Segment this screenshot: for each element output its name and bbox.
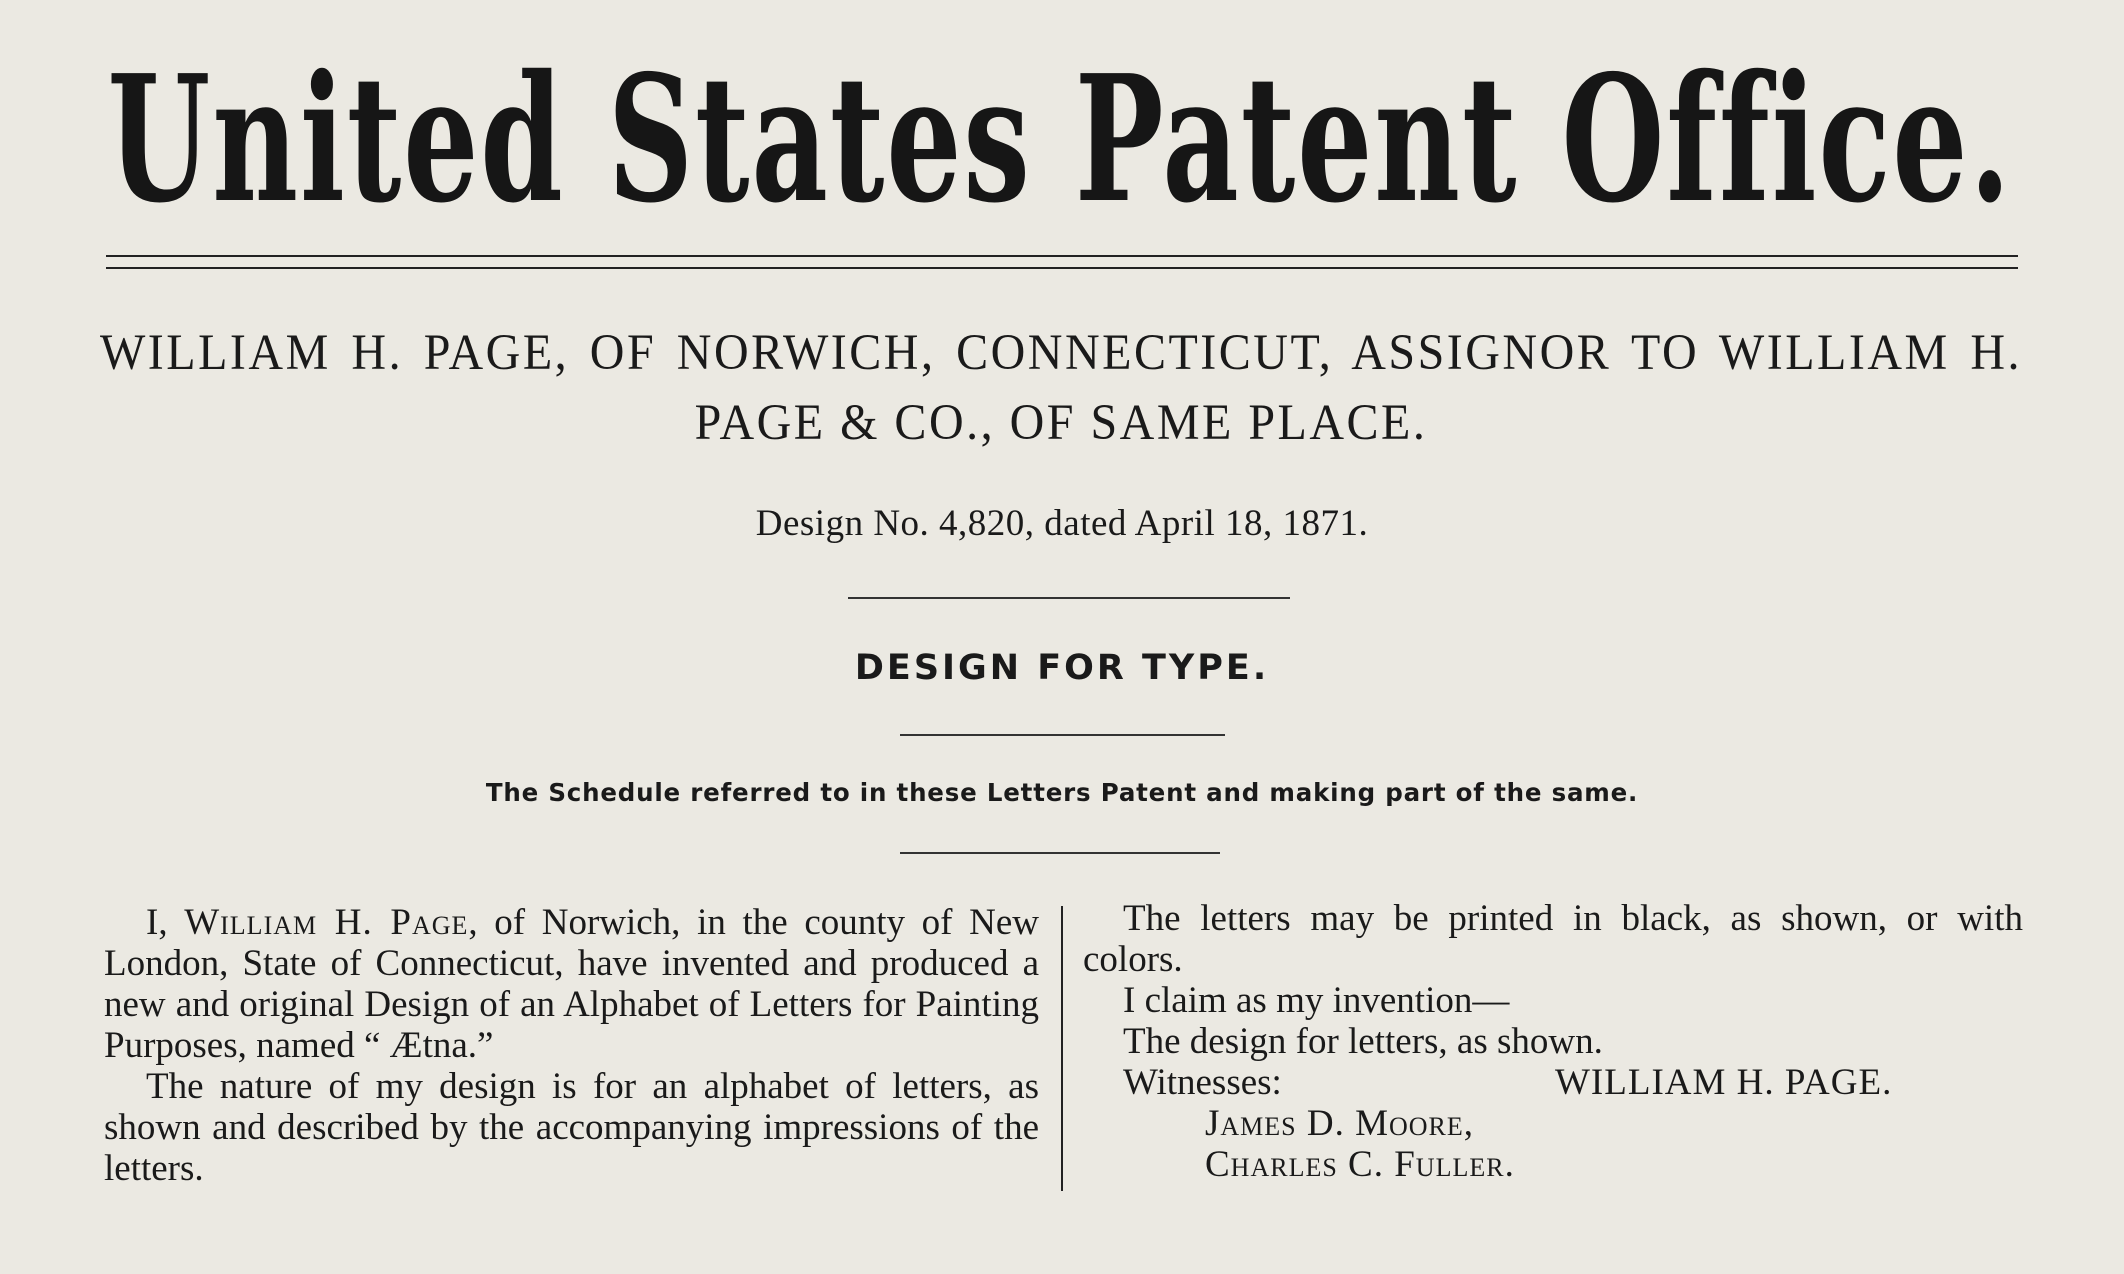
document-heading: DESIGN FOR TYPE. xyxy=(854,648,1270,688)
witness-2: Charles C. Fuller. xyxy=(1205,1144,1515,1185)
masthead-svg xyxy=(100,40,2020,240)
claim-text: The design for letters, as shown. xyxy=(1123,1021,1603,1062)
masthead xyxy=(100,40,2020,240)
masthead-double-rule xyxy=(106,255,2018,271)
column-divider xyxy=(1061,906,1063,1191)
masthead-title: United States Patent Office. xyxy=(107,40,2013,240)
right-column xyxy=(1083,898,2023,1185)
left-column xyxy=(104,902,1039,1189)
design-number: Design No. 4,820, dated April 18, 1871. xyxy=(755,503,1369,544)
witnesses-line xyxy=(1083,1062,2023,1103)
witnesses-label: Witnesses: xyxy=(1123,1062,1282,1103)
claim-intro: I claim as my invention— xyxy=(1123,980,1510,1021)
divider-rule xyxy=(900,734,1225,736)
intro-rest: , of Norwich, in the county of New London, State of Connecticut, have invented and produced a new and original Design of an Alphabet of Letters for Painting Purposes, named “ Ætna.” xyxy=(104,902,1039,1066)
witness-1: James D. Moore, xyxy=(1205,1103,1475,1144)
paragraph-colors: The letters may be printed in black, as shown, or with colors. xyxy=(1083,898,2023,980)
inventor-name: William H. Page xyxy=(184,902,469,943)
paragraph-nature: The nature of my design is for an alphabet of letters, as shown and described by the accompanying impressions of the letters. xyxy=(104,1066,1039,1189)
intro-lead: I, xyxy=(146,902,185,943)
schedule-line: The Schedule referred to in these Letters Patent and making part of the same. xyxy=(485,778,1639,807)
divider-rule xyxy=(848,597,1290,599)
paragraph-intro xyxy=(104,902,1039,1066)
assignor-line: WILLIAM H. PAGE, OF NORWICH, CONNECTICUT, ASSIGNOR TO WILLIAM H. PAGE & CO., OF SAME PLACE. xyxy=(100,324,2022,451)
divider-rule xyxy=(900,852,1220,854)
inventor-signature: WILLIAM H. PAGE. xyxy=(1555,1062,1893,1103)
